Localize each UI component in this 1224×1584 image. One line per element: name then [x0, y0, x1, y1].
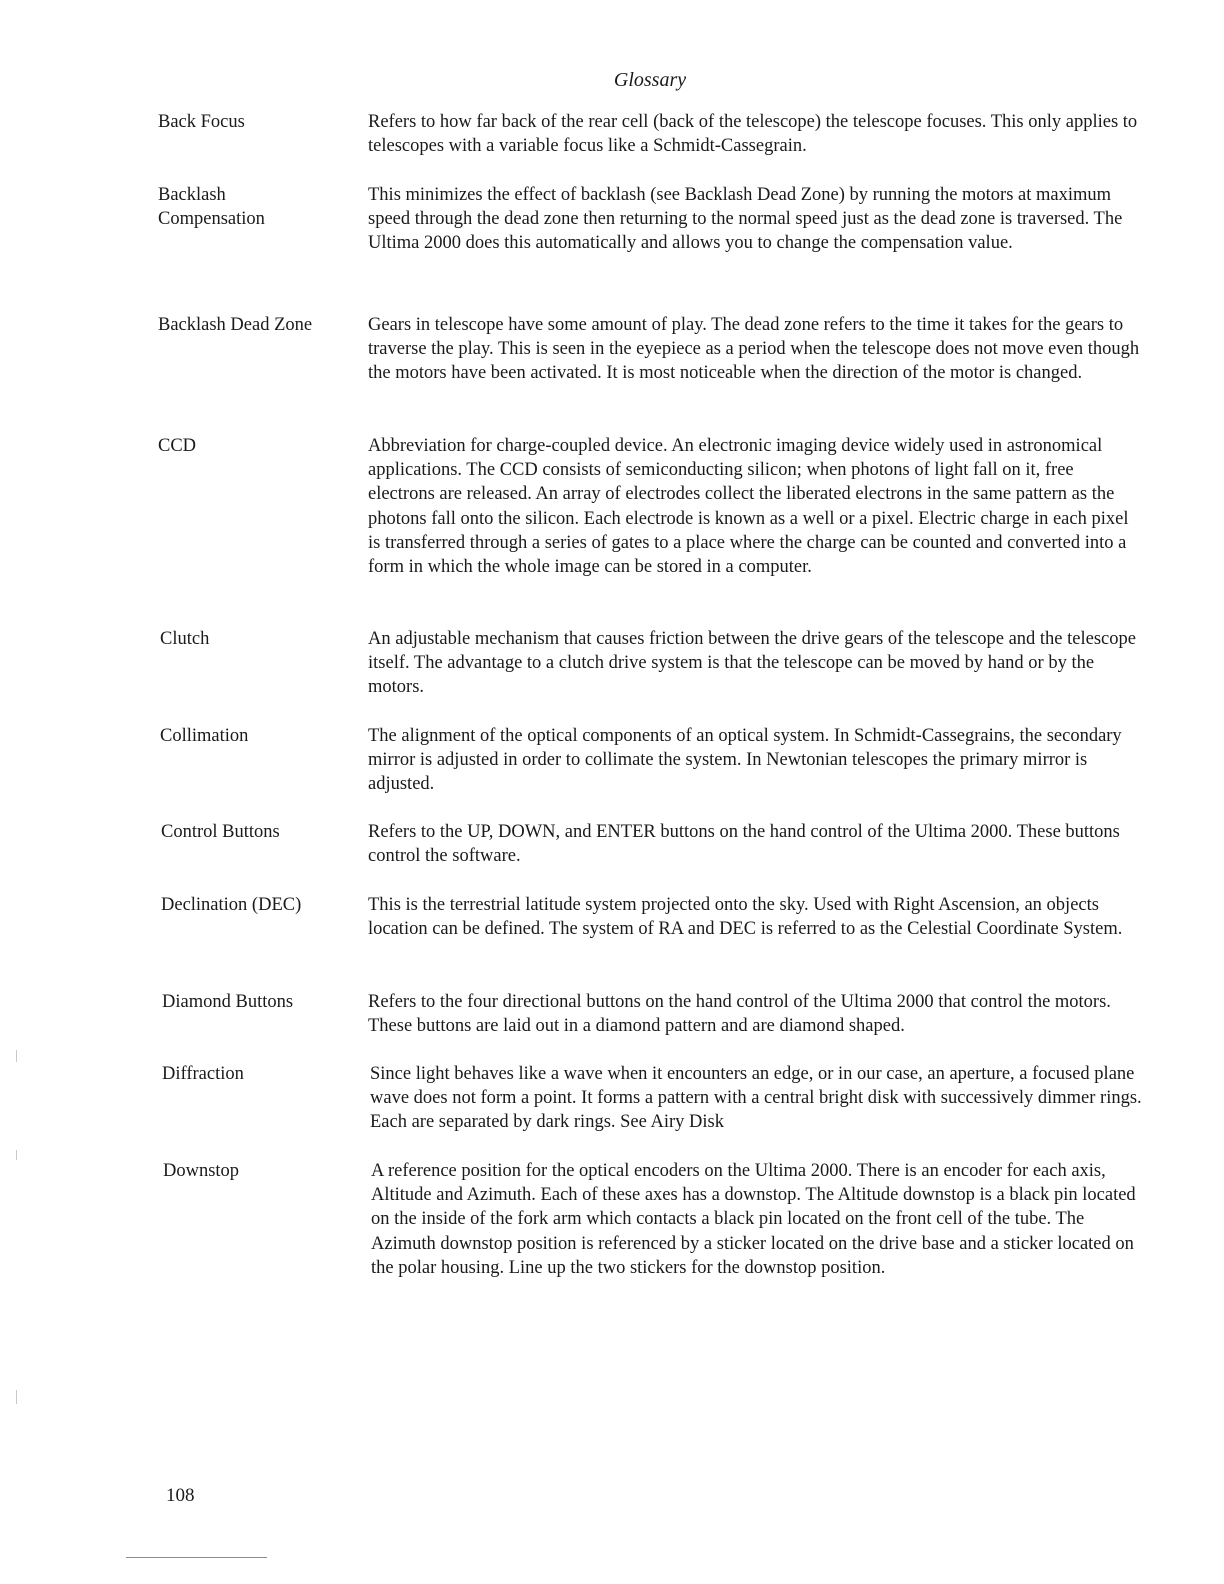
glossary-definition: Refers to the UP, DOWN, and ENTER buttons on the hand control of the Ultima 2000. These buttons control the software. — [368, 822, 1120, 867]
glossary-definition: A reference position for the optical encoders on the Ultima 2000. There is an encoder for each axis, Altitude and Azimuth. Each of these axes has a downstop. The Altitude downstop is a black pin located on the inside of the fork arm which contacts a black pin located on the front cell of the tube. The Azimuth downstop position is referenced by a sticker located on the drive base and a sticker located on the polar housing. Line up the two stickers for the downstop position. — [371, 1161, 1136, 1278]
glossary-definition: This is the terrestrial latitude system projected onto the sky. Used with Right Ascension, an objects location can be defined. The system of RA and DEC is referred to as the Celestial Coordinate System. — [368, 895, 1123, 940]
glossary-term: Downstop — [163, 1161, 240, 1181]
page-number: 108 — [166, 1485, 195, 1506]
glossary-definition: Gears in telescope have some amount of play. The dead zone refers to the time it takes for the gears to traverse the play. This is seen in the eyepiece as a period when the telescope does not move even though the motors have been activated. It is most noticeable when the direction of the motor is changed. — [368, 315, 1140, 384]
glossary-definition: An adjustable mechanism that causes friction between the drive gears of the telescope and the telescope itself. The advantage to a clutch drive system is that the telescope can be moved by hand or by the motors. — [368, 629, 1136, 698]
glossary-term: Backlash Compensation — [158, 185, 265, 230]
glossary-term: Diffraction — [162, 1064, 244, 1084]
glossary-definition: Refers to how far back of the rear cell (back of the telescope) the telescope focuses. This only applies to telescopes with a variable focus like a Schmidt-Cassegrain. — [368, 112, 1138, 157]
glossary-term: Diamond Buttons — [162, 992, 294, 1012]
glossary-term: Clutch — [160, 629, 210, 649]
glossary-term: Backlash Dead Zone — [158, 315, 313, 335]
glossary-definition: Since light behaves like a wave when it encounters an edge, or in our case, an aperture, a focused plane wave does not form a point. It forms a pattern with a central bright disk with successively dimmer rings. Each are separated by dark rings. See Airy Disk — [370, 1064, 1142, 1133]
footer-rule — [126, 1557, 267, 1558]
glossary-definition: Refers to the four directional buttons on the hand control of the Ultima 2000 that control the motors. These buttons are laid out in a diamond pattern and are diamond shaped. — [368, 992, 1111, 1037]
glossary-term: Back Focus — [158, 112, 245, 132]
glossary-term: Declination (DEC) — [161, 895, 302, 915]
scan-edge-mark — [16, 1050, 17, 1062]
glossary-definition: This minimizes the effect of backlash (see Backlash Dead Zone) by running the motors at maximum speed through the dead zone then returning to the normal speed just as the dead zone is traversed. The Ultima 2000 does this automatically and allows you to change the compensation value. — [368, 185, 1123, 254]
scan-edge-mark — [16, 1150, 17, 1160]
glossary-term: CCD — [158, 436, 197, 456]
scan-edge-mark — [16, 1390, 17, 1404]
glossary-term: Collimation — [160, 726, 249, 746]
glossary-term: Control Buttons — [161, 822, 280, 842]
glossary-definition: Abbreviation for charge-coupled device. An electronic imaging device widely used in astronomical applications. The CCD consists of semiconducting silicon; when photons of light fall on it, free electrons are released. An array of electrodes collect the liberated electrons in the same pattern as the photons fall onto the silicon. Each electrode is known as a well or a pixel. Electric charge in each pixel is transferred through a series of gates to a place where the charge can be counted and converted into a form in which the whole image can be stored in a computer. — [368, 436, 1129, 578]
page-title: Glossary — [613, 69, 687, 91]
glossary-definition: The alignment of the optical components of an optical system. In Schmidt-Cassegrains, the secondary mirror is adjusted in order to collimate the system. In Newtonian telescopes the primary mirror is adjusted. — [368, 726, 1122, 795]
